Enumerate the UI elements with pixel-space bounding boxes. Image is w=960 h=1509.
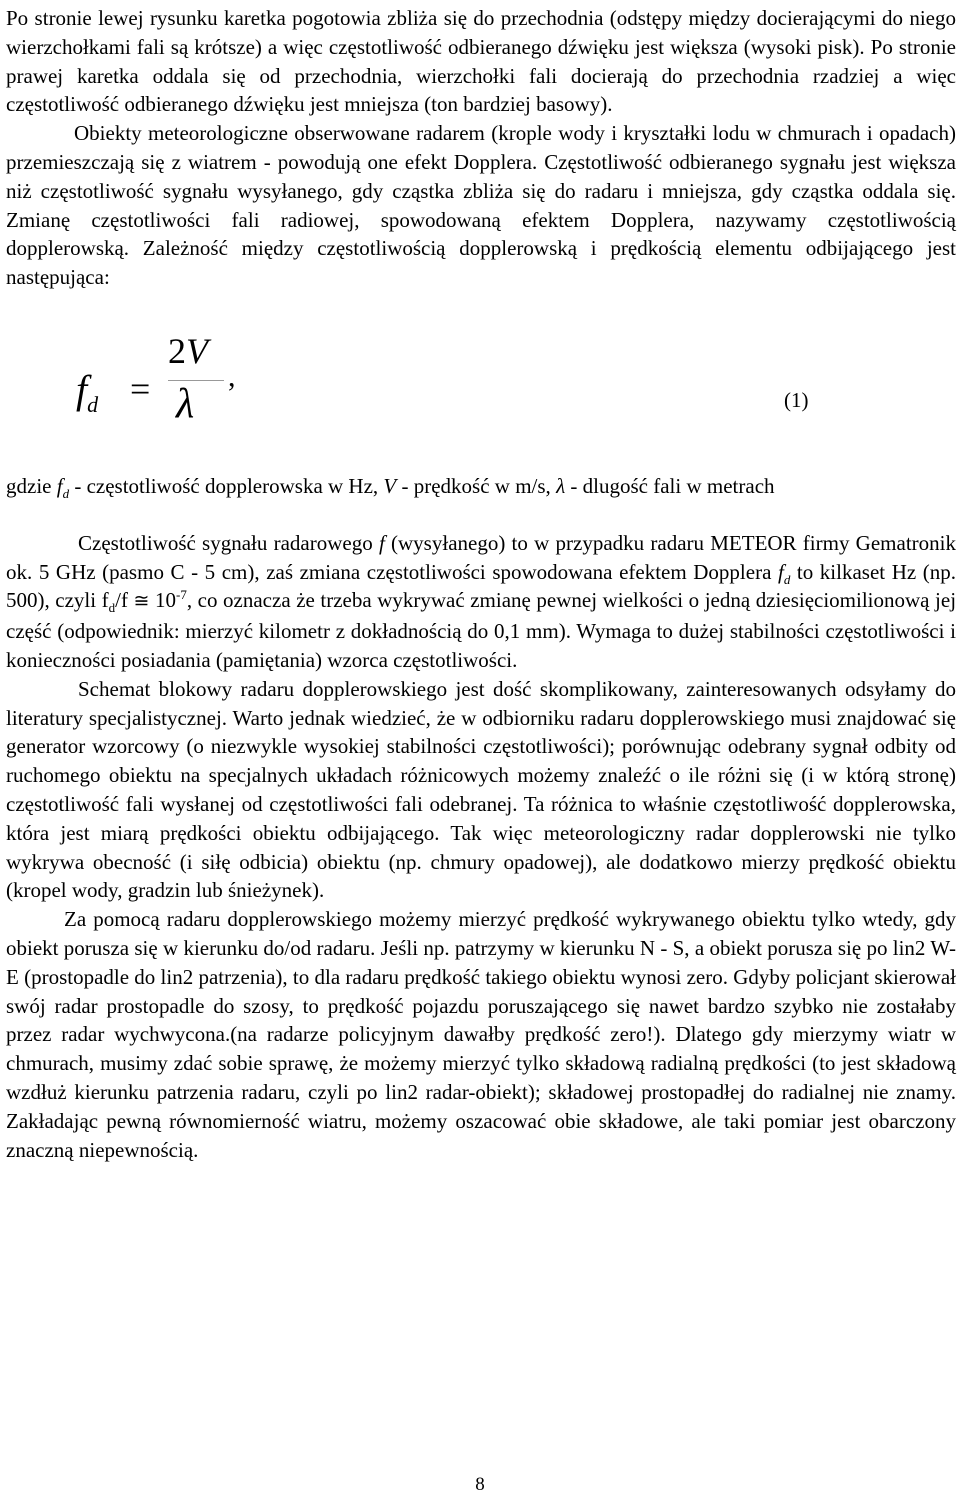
paragraph-meteorological-objects: Obiekty meteorologiczne obserwowane radarem (krople wody i kryształki lodu w chmurach i opadach) przemieszczają się z wiatrem - powodują one efekt Dopplera. Częstotliwość odbieranego sygnału jest większa niż częstotliwość sygnału wysyłanego, gdy cząstka zbliża się do radaru i mniejsza, gdy cząstka oddala się. Zmianę częstotliwości fali radiowej, spowodowaną efektem Dopplera, nazywamy częstotliwością dopplerowską. Zależność między częstotliwością dopplerowską i prędkością elementu odbijającego jest następująca: bbox=[6, 121, 956, 290]
paragraph-radar-frequency: Częstotliwość sygnału radarowego f (wysyłanego) to w przypadku radaru METEOR firmy Gematronik ok. 5 GHz (pasmo C - 5 cm), zaś zmiana częstotliwości spowodowana efektem Dopplera $f_d$ to kilkaset Hz (np. 500), czyli $f_d/f$ ≅ $10^{-7}$, co oznacza że trzeba wykrywać zmianę pewnej wielkości o jedną dziesięciomilionową jej część (odpowiednik: mierzyć kilometr z dokładnością do 0,1 mm). Wymaga to dużej stabilności częstotliwości i konieczności posiadania (pamiętania) wzorca częstotliwości. bbox=[6, 530, 957, 672]
equation-legend: gdzie $f_d$ - częstotliwość dopplerowska w Hz, V - prędkość w m/s, λ - dlugość fali w metrach bbox=[6, 473, 775, 502]
equation-label: (1) bbox=[784, 387, 809, 412]
document-page bbox=[6, 4, 956, 1164]
page-number: 8 bbox=[475, 1474, 485, 1495]
equation-denominator: λ bbox=[176, 380, 195, 427]
equation-numerator: 2V bbox=[168, 330, 208, 371]
spacer bbox=[6, 501, 956, 529]
paragraph-doppler-ambulance: Po stronie lewej rysunku karetka pogotowia zbliża się do przechodnia (odstępy między docierającymi do niego wierzchołkami fali są krótsze) a więc częstotliwość odbieranego dźwięku jest większa (wysoki pisk). Po stronie prawej karetka oddala się od przechodnia, wierzchołki fali docierają do przechodnia rzadziej a więc częstotliwość odbieranego dźwięku jest mniejsza (ton bardziej basowy). bbox=[6, 6, 956, 117]
equation-lhs: $f_d$ bbox=[76, 366, 99, 417]
equation-comma: , bbox=[228, 359, 236, 393]
equation-doppler-frequency bbox=[6, 330, 956, 472]
equation-equals: = bbox=[130, 368, 151, 409]
paragraph-radial-velocity: Za pomocą radaru dopplerowskiego możemy mierzyć prędkość wykrywanego obiektu tylko wtedy, gdy obiekt porusza się w kierunku do/od radaru. Jeśli np. patrzymy w kierunku N - S, a obiekt porusza się po lin2 W-E (prostopadle do lin2 patrzenia), to dla radaru prędkość takiego obiektu wynosi zero. Gdyby policjant skierował swój radar prostopadle do szosy, to prędkość pojazdu poruszającego się nawet bardzo szybko nie zostałaby przez radar wychwycona.(na radarze policyjnym dawałby prędkość zero!). Dlatego gdy mierzymy wiatr w chmurach, musimy zdać sobie sprawę, że możemy mierzyć tylko składową radialną prędkości (to jest składową wzdłuż kierunku patrzenia radaru, czyli po lin2 radar-obiekt); składowej prostopadłej do radialnej nie znamy. Zakładając pewną równomierność wiatru, możemy oszacować obie składowe, ale taki pomiar jest obarczony znaczną niepewnością. bbox=[6, 907, 956, 1162]
paragraph-block-diagram: Schemat blokowy radaru dopplerowskiego jest dość skomplikowany, zainteresowanych odsyłamy do literatury specjalistycznej. Warto jednak wiedzieć, że w odbiorniku radaru dopplerowskiego musi znajdować się generator wzorcowy (o niezwykle wysokiej stabilności częstotliwości); porównując odebrany sygnał odbity od ruchomego obiektu na specjalnych układach różnicowych możemy znaleźć o ile różni się (i w którą stronę) częstotliwość fali wysłanej od częstotliwości fali odebranej. Ta różnica to właśnie częstotliwość dopplerowska, która jest miarą prędkości obiektu odbijającego. Tak więc meteorologiczny radar dopplerowski nie tylko wykrywa obecność (i siłę odbicia) obiektu (np. chmury opadowej), ale dodatkowo mierzy prędkość obiektu (kropel wody, gradzin lub śnieżynek). bbox=[6, 676, 956, 903]
